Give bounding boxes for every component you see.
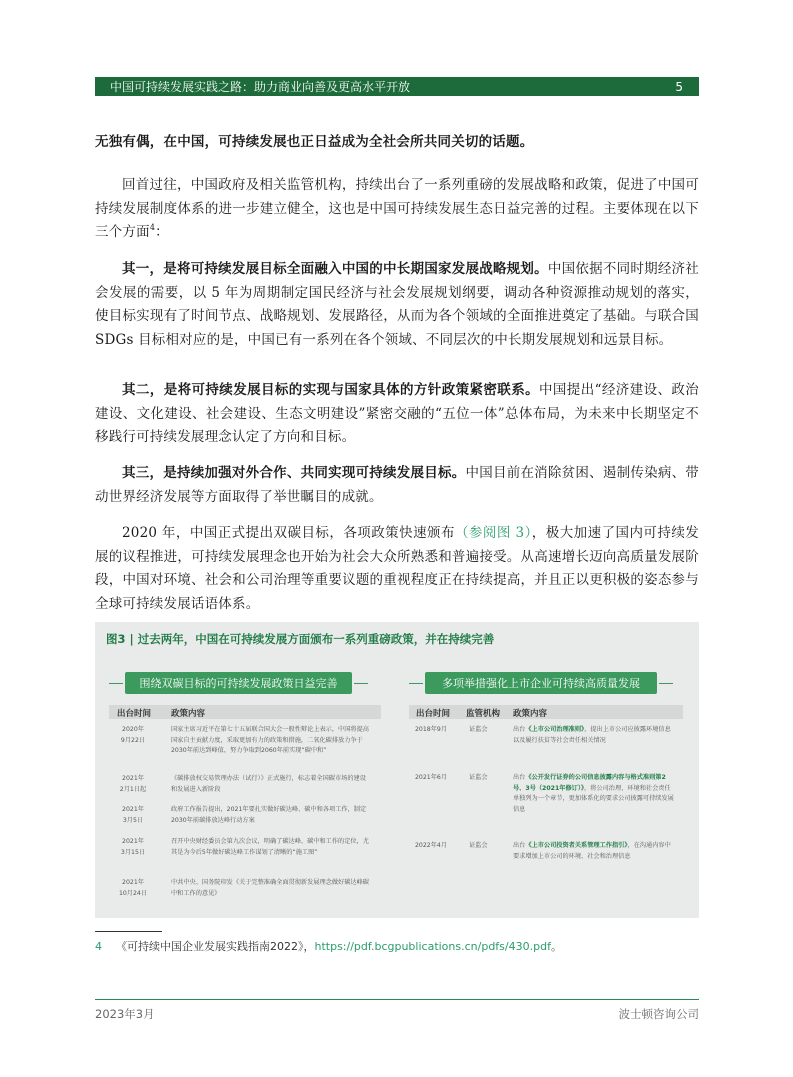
table-cell-agency: 证监会 [469,842,488,849]
second-point-heading: 其二，是将可持续发展目标的实现与国家具体的方针政策紧密联系。 [122,382,539,398]
content-suffix: ，在沟通内容中要求增加上市公司的环境、社会和治理信息 [513,842,671,860]
left-panel-heading: 围绕双碳目标的可持续发展政策日益完善 [125,672,352,694]
policy-name: 《上市公司投资者关系管理工作指引》 [525,842,628,849]
col-agency: 监管机构 [466,709,501,719]
content-suffix: ，将公司治理、环境和社会责任单独列为一个章节，更加体系化的要求公司披露可持续发展信息 [513,784,674,813]
page-number: 5 [675,79,683,94]
paragraph-first-point [95,258,699,352]
table-cell-content: 中共中央、国务院印发《关于完整准确全面贯彻新发展理念做好碳达峰碳中和工作的意见》 [171,879,369,897]
content-suffix: ，提出上市公司应披露环境信息以及履行扶贫等社会责任相关情况 [513,726,671,744]
footnote-link[interactable]: https://pdf.bcgpublications.cn/pdfs/430.pdf [314,940,551,953]
figure-title: 图3 | 过去两年，中国在可持续发展方面颁布一系列重磅政策，并在持续完善 [106,632,495,646]
table-cell-agency: 证监会 [469,726,488,733]
footer-divider [95,999,699,1000]
paragraph-dual-carbon [95,522,699,616]
col-content: 政策内容 [513,709,548,719]
first-point-heading: 其一，是将可持续发展目标全面融入中国的中长期国家发展战略规划。 [122,261,548,277]
col-content: 政策内容 [171,709,206,719]
table-cell-content [513,773,675,815]
figure-reference-link[interactable]: （参阅图 3） [454,525,532,541]
footnote-divider [95,931,162,932]
footnote [95,938,699,954]
footnote-number: 4 [95,940,102,953]
table-cell-time: 2018年9月 [415,726,448,733]
content-prefix: 出台 [513,774,526,781]
overview-end: ： [155,224,169,240]
table-cell-content [513,841,675,862]
dual-carbon-text-a: 2020 年，中国正式提出双碳目标，各项政策快速颁布 [122,525,455,541]
paragraph-second-point [95,379,699,450]
right-policy-table [409,705,683,895]
footer-org: 波士顿咨询公司 [618,1007,699,1021]
running-header [95,77,699,96]
table-cell-time: 2021年 10月24日 [118,879,148,897]
header-title: 中国可持续发展实践之路：助力商业向善及更高水平开放 [110,80,411,94]
policy-name: 《上市公司治理准则》 [525,726,585,733]
table-cell-content: 《碳排放权交易管理办法（试行）》正式施行，标志着全国碳市场的建设和发展进入新阶段 [171,775,366,793]
table-cell-content: 召开中央财经委员会第九次会议，明确了碳达峰、碳中和工作的定位，尤其是为今后5年做好碳达峰工作谋划了清晰的“施工图” [171,838,369,856]
col-time: 出台时间 [416,709,451,719]
table-cell-content [513,725,675,746]
figure-3 [95,622,699,918]
third-point-text: 中国目前在消除贫困、遏制传染病、带动世界经济发展等方面取得了举世瞩目的成就。 [95,465,700,505]
page-footer [95,1006,699,1022]
policy-name: 《公开发行证券的公司信息披露内容与格式准则第2号、3号（2021年修订）》 [513,774,666,792]
right-heading-rule [409,683,423,684]
col-time: 出台时间 [117,709,152,719]
table-cell-time: 2020年 9月22日 [120,726,146,744]
content-prefix: 出台 [513,726,526,733]
table-cell-agency: 证监会 [469,774,488,781]
right-panel-heading: 多项举措强化上市企业可持续高质量发展 [425,672,657,694]
second-point-text: 中国提出“经济建设、政治建设、文化建设、社会建设、生态文明建设”紧密交融的“五位一体”总体布局，为未来中长期坚定不移践行可持续发展理念认定了方向和目标。 [95,382,699,445]
right-heading-rule-right [659,683,673,684]
right-table-header [409,705,683,719]
footnote-ref[interactable]: 4 [149,223,156,232]
paragraph-overview [95,174,699,245]
table-cell-time: 2021年6月 [415,774,448,781]
dual-carbon-text-b: ，极大加速了国内可持续发展的议程推进，可持续发展理念也开始为社会大众所熟悉和普遍接受。从高速增长迈向高质量发展阶段，中国对环境、社会和公司治理等重要议题的重视程度正在持续提高，并且正以更积极的姿态参与全球可持续发展话语体系。 [95,525,700,612]
first-point-text: 中国依据不同时期经济社会发展的需要，以 5 年为周期制定国民经济与社会发展规划纲要，调动各种资源推动规划的落实，使目标实现有了时间节点、战略规划、发展路径，从而为各个领域的全面推进奠定了基础。与联合国 SDGs 目标相对应的是，中国已有一系列在各个领域、不同层次的中长期发展规划和远景目标。 [95,261,699,348]
table-cell-content: 政府工作报告提出，2021年要扎实做好碳达峰、碳中和各项工作，制定2030年前碳排放达峰行动方案 [171,806,367,824]
table-cell-time: 2021年 3月5日 [122,806,144,824]
intro-text: 无独有偶，在中国，可持续发展也正日益成为全社会所共同关切的话题。 [95,134,534,150]
table-cell-content: 国家主席习近平在第七十五届联合国大会一般性辩论上表示，中国将提高国家自主贡献力度，采取更加有力的政策和措施，二氧化碳排放力争于2030年前达到峰值，努力争取到2060年前实现“碳中和” [171,726,369,754]
left-table-header [109,705,381,719]
table-cell-time: 2021年 2月1日起 [119,775,147,793]
footnote-end: 。 [550,940,562,953]
left-policy-table [109,705,381,910]
third-point-heading: 其三，是持续加强对外合作、共同实现可持续发展目标。 [122,465,466,481]
paragraph-third-point [95,462,699,509]
footer-date: 2023年3月 [95,1007,155,1021]
overview-text: 回首过往，中国政府及相关监管机构，持续出台了一系列重磅的发展战略和政策，促进了中国可持续发展制度体系的进一步建立健全，这也是中国可持续发展生态日益完善的过程。主要体现在以下三个方面 [95,177,699,240]
left-heading-rule-right [354,683,368,684]
table-cell-time: 2021年 3月15日 [120,838,146,856]
content-prefix: 出台 [513,842,526,849]
left-heading-rule [109,683,123,684]
footnote-text: 《可持续中国企业发展实践指南2022》， [116,940,315,953]
paragraph-intro [95,131,699,155]
table-cell-time: 2022年4月 [415,842,448,849]
